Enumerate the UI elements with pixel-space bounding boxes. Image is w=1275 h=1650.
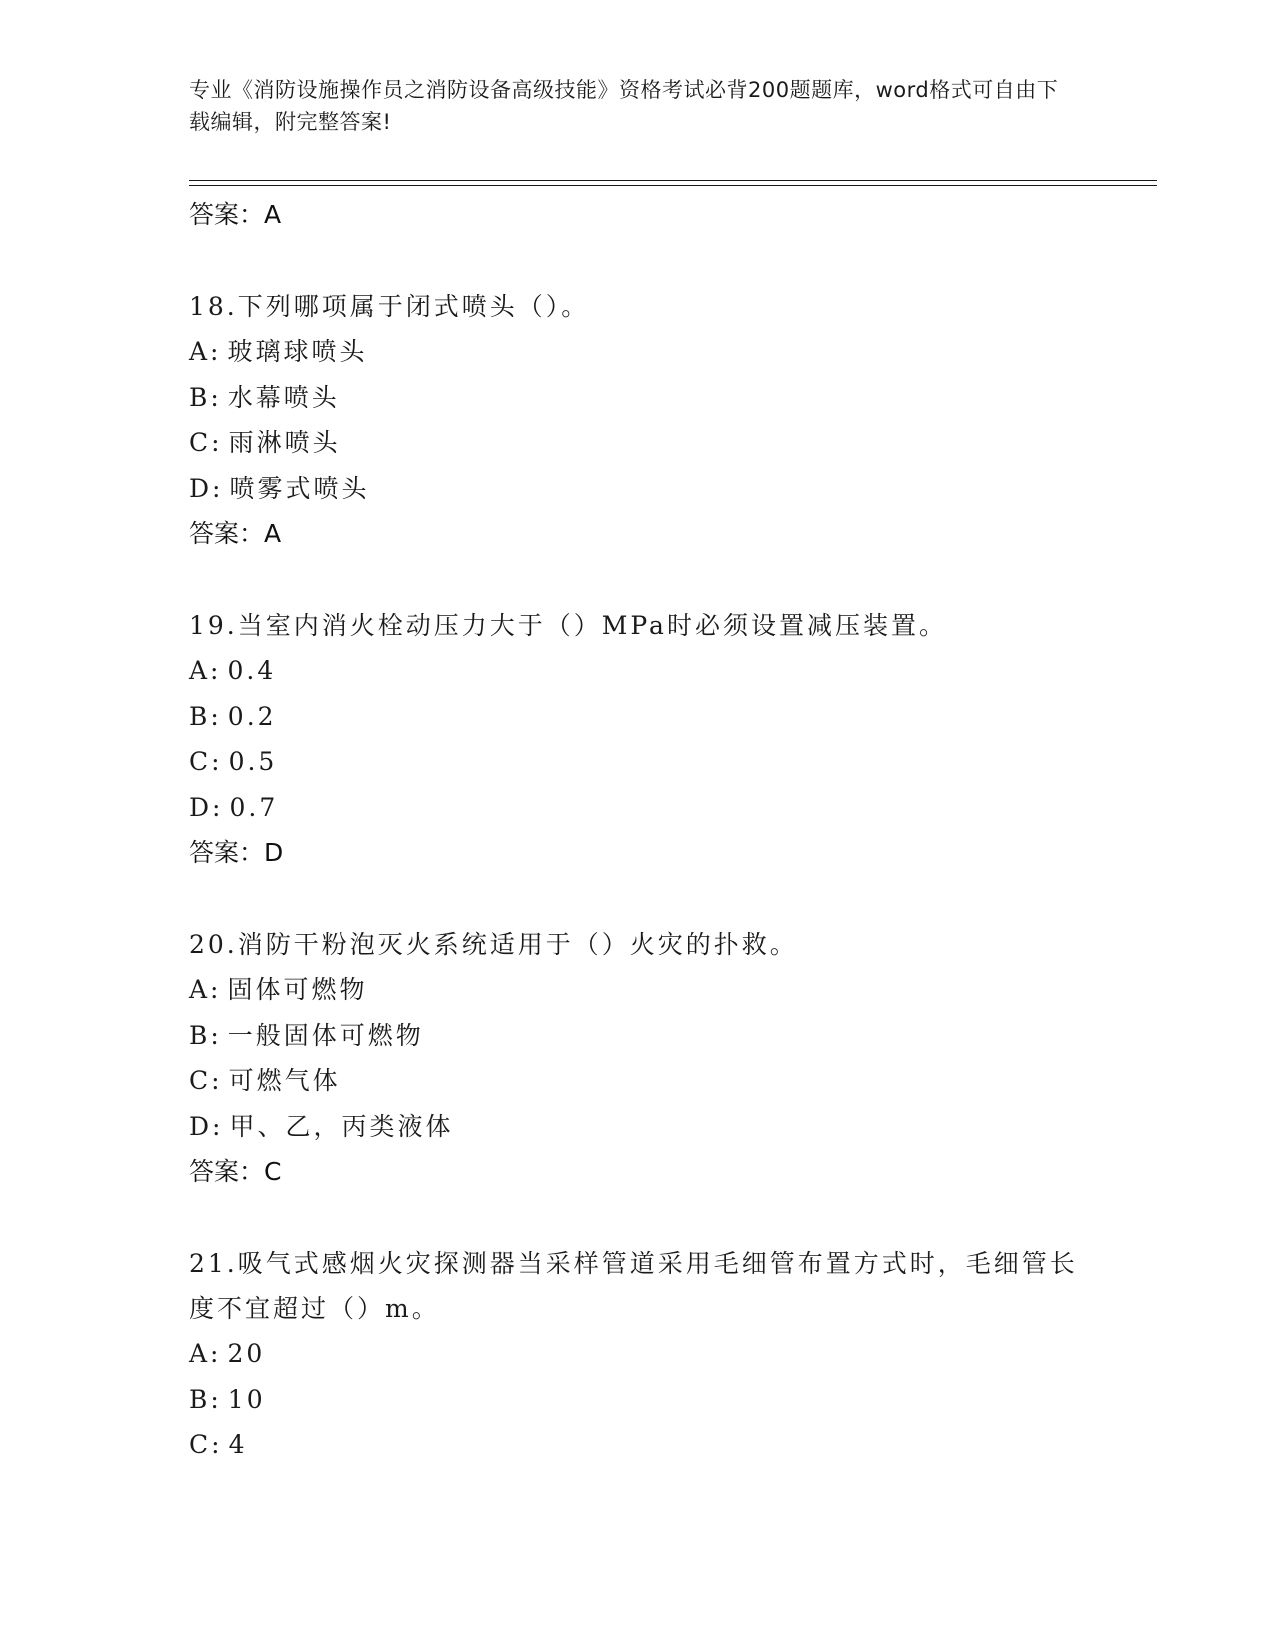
option-text: 0.7 — [229, 792, 279, 822]
option-text: 喷雾式喷头 — [229, 473, 370, 503]
header-rule-bottom — [189, 185, 1157, 186]
option-text: 固体可燃物 — [227, 975, 368, 1004]
option-b — [189, 1377, 1089, 1423]
question-answer: 答案：C — [189, 1157, 282, 1186]
option-text: 甲、乙，丙类液体 — [229, 1111, 454, 1141]
option-text: 0.2 — [227, 701, 277, 731]
option-d — [189, 466, 1089, 512]
question-stem: 19.当室内消火栓动压力大于（）MPa时必须设置减压装置。 — [189, 611, 947, 640]
option-text: 一般固体可燃物 — [227, 1020, 424, 1050]
option-text: 4 — [228, 1430, 248, 1459]
option-key: D: — [189, 1111, 224, 1141]
option-key: D: — [189, 792, 224, 822]
question-answer: 答案：D — [189, 838, 284, 867]
question-18 — [189, 284, 1089, 557]
option-key: C: — [189, 1066, 223, 1095]
option-key: C: — [189, 1430, 223, 1459]
question-19 — [189, 603, 1089, 876]
option-c — [189, 739, 1089, 785]
question-stem: 21.吸气式感烟火灾探测器当采样管道采用毛细管布置方式时，毛细管长度不宜超过（）m。 — [189, 1249, 1078, 1323]
option-a — [189, 1331, 1089, 1377]
question-list — [189, 192, 1089, 1468]
option-key: D: — [189, 473, 224, 503]
option-text: 0.5 — [228, 747, 278, 776]
option-text: 10 — [227, 1384, 266, 1414]
option-b — [189, 694, 1089, 740]
option-c — [189, 1422, 1089, 1468]
option-key: C: — [189, 747, 223, 776]
option-b — [189, 1013, 1089, 1059]
option-key: A: — [189, 975, 222, 1004]
previous-answer: 答案：A — [189, 200, 282, 229]
option-key: B: — [189, 1384, 222, 1414]
option-text: 玻璃球喷头 — [227, 337, 368, 366]
option-key: B: — [189, 1020, 222, 1050]
header-rule-top — [189, 180, 1157, 181]
option-key: A: — [189, 656, 222, 685]
option-b — [189, 375, 1089, 421]
option-text: 20 — [227, 1339, 266, 1368]
question-21 — [189, 1241, 1089, 1468]
option-text: 雨淋喷头 — [228, 428, 341, 457]
option-a — [189, 967, 1089, 1013]
option-a — [189, 329, 1089, 375]
question-answer: 答案：A — [189, 519, 282, 548]
option-text: 0.4 — [227, 656, 277, 685]
option-key: A: — [189, 1339, 222, 1368]
option-text: 水幕喷头 — [227, 382, 340, 412]
option-d — [189, 1104, 1089, 1150]
option-a — [189, 648, 1089, 694]
option-key: B: — [189, 382, 222, 412]
question-stem: 18.下列哪项属于闭式喷头（）。 — [189, 292, 590, 321]
option-c — [189, 1058, 1089, 1104]
option-key: B: — [189, 701, 222, 731]
option-key: A: — [189, 337, 222, 366]
question-20 — [189, 922, 1089, 1195]
option-c — [189, 420, 1089, 466]
document-header: 专业《消防设施操作员之消防设备高级技能》资格考试必背200题题库，word格式可自由下载编辑，附完整答案! — [189, 78, 1059, 134]
question-stem: 20.消防干粉泡灭火系统适用于（）火灾的扑救。 — [189, 930, 798, 959]
option-text: 可燃气体 — [228, 1066, 341, 1095]
option-key: C: — [189, 428, 223, 457]
option-d — [189, 785, 1089, 831]
